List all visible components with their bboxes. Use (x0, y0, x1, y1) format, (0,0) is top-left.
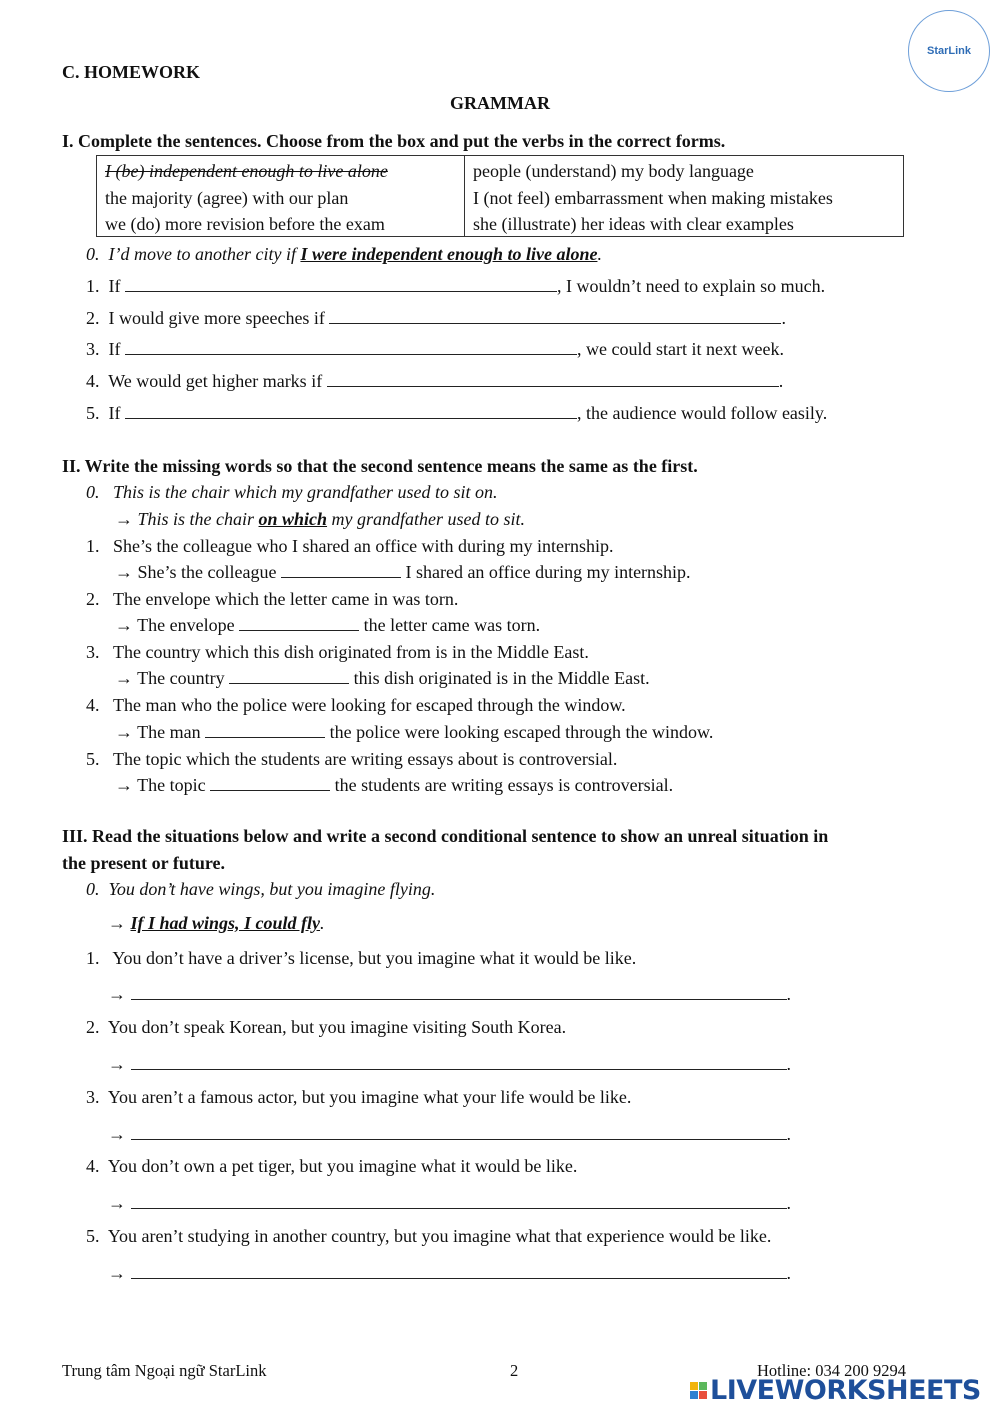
arrow: → (108, 1124, 126, 1144)
item-sentence: The country which this dish originated from is in the Middle East. (113, 642, 589, 662)
answer-blank[interactable] (131, 1194, 787, 1209)
item-number: 5. (86, 1226, 100, 1246)
part2-example-rewrite (115, 509, 525, 530)
item-text-end: the letter came was torn. (363, 615, 541, 635)
part3-title-line1: III. Read the situations below and write a second conditional sentence to show an unreal situation in (62, 826, 829, 846)
item-text-end: the police were looking escaped through the window. (329, 722, 714, 742)
part3-item (86, 1226, 771, 1247)
item-situation: You aren’t studying in another country, but you imagine what that experience would be like. (107, 1226, 772, 1246)
part3-answer-line (108, 1054, 791, 1075)
arrow: → (108, 1054, 126, 1074)
answer-blank[interactable] (239, 616, 359, 631)
verb-box-right-column (473, 158, 833, 238)
item-sentence: The envelope which the letter came in was torn. (113, 589, 459, 609)
example-text: I’d move to another city if (108, 244, 301, 264)
answer-blank[interactable] (281, 563, 401, 578)
item-text-end: , the audience would follow easily. (577, 403, 828, 423)
arrow: → (108, 1263, 126, 1283)
part3-answer-line (108, 1263, 791, 1284)
answer-blank[interactable] (329, 309, 781, 324)
item-situation: You don’t speak Korean, but you imagine visiting South Korea. (107, 1017, 567, 1037)
part2-item-rewrite (115, 722, 713, 743)
part3-answer-line (108, 1124, 791, 1145)
item-sentence: She’s the colleague who I shared an office with during my internship. (113, 536, 614, 556)
item-number: 5. (86, 749, 100, 769)
part3-answer-line (108, 1193, 791, 1214)
item-number: 2. (86, 1017, 100, 1037)
item-text-end: I shared an office during my internship. (405, 562, 691, 582)
part2-item-rewrite (115, 562, 691, 583)
part1-example (86, 244, 602, 265)
item-text-start: → The country (115, 668, 225, 688)
answer-blank[interactable] (131, 985, 787, 1000)
example-number: 0. (86, 244, 100, 264)
item-text-end: . (781, 308, 786, 328)
part2-item-sentence (86, 749, 617, 770)
verb-box (96, 155, 904, 237)
part3-item (86, 1087, 631, 1108)
example-text: → This is the chair (115, 509, 259, 529)
part1-item (86, 276, 825, 297)
item-situation: You don’t own a pet tiger, but you imagine what it would be like. (107, 1156, 578, 1176)
item-text-end: , we could start it next week. (577, 339, 784, 359)
part1-item (86, 403, 827, 424)
part1-title: I. Complete the sentences. Choose from the box and put the verbs in the correct forms. (62, 131, 726, 151)
part3-item (86, 1017, 566, 1038)
part3-item (86, 948, 636, 969)
item-number: 3. (86, 642, 100, 662)
item-text-start: → The envelope (115, 615, 235, 635)
page-number: 2 (510, 1361, 519, 1380)
footer-center-name: Trung tâm Ngoại ngữ StarLink (62, 1361, 267, 1380)
answer-blank[interactable] (131, 1055, 787, 1070)
part3-example-answer (108, 913, 325, 934)
liveworksheets-wordmark: LIVEWORKSHEETS (710, 1374, 981, 1406)
part2-title: II. Write the missing words so that the second sentence means the same as the first. (62, 456, 698, 476)
arrow: → (108, 984, 126, 1004)
item-text-start: → The man (115, 722, 201, 742)
answer-blank[interactable] (131, 1264, 787, 1279)
verb-box-divider (464, 156, 465, 236)
item-number: 1. (86, 276, 100, 296)
section-heading: C. HOMEWORK (62, 62, 200, 82)
example-end: . (597, 244, 602, 264)
part3-title-line2: the present or future. (62, 853, 225, 873)
answer-blank[interactable] (327, 372, 779, 387)
answer-blank[interactable] (229, 669, 349, 684)
item-number: 1. (86, 948, 100, 968)
part3-answer-line (108, 984, 791, 1005)
verb-box-item: people (understand) my body language (473, 161, 754, 181)
part2-item-rewrite (115, 775, 673, 796)
item-text-start: If (108, 276, 121, 296)
item-text-end: , I wouldn’t need to explain so much. (557, 276, 826, 296)
part1-item (86, 371, 783, 392)
example-answer: I were independent enough to live alone (300, 244, 598, 264)
item-number: 4. (86, 1156, 100, 1176)
verb-box-item: the majority (agree) with our plan (105, 187, 349, 208)
line-end: . (786, 984, 791, 1004)
part1-item (86, 308, 786, 329)
verb-box-item: we (do) more revision before the exam (105, 214, 385, 234)
answer-blank[interactable] (131, 1125, 787, 1140)
example-text: You don’t have wings, but you imagine flying. (108, 879, 436, 899)
starlink-logo-text: StarLink (926, 45, 971, 57)
line-end: . (786, 1054, 791, 1074)
part2-item-sentence (86, 642, 589, 663)
item-number: 4. (86, 695, 100, 715)
item-text-start: → She’s the colleague (115, 562, 277, 582)
example-number: 0. (86, 482, 100, 502)
item-number: 2. (86, 308, 100, 328)
item-text-start: We would get higher marks if (108, 371, 323, 391)
part3-example-situation (86, 879, 435, 900)
example-end: . (320, 913, 325, 933)
item-number: 5. (86, 403, 100, 423)
answer-blank[interactable] (210, 776, 330, 791)
part2-item-sentence (86, 536, 614, 557)
part2-example-sentence (86, 482, 498, 503)
item-situation: You aren’t a famous actor, but you imagine what your life would be like. (107, 1087, 632, 1107)
footer-hotline: Hotline: 034 200 9294 (757, 1361, 906, 1380)
arrow: → (108, 1193, 126, 1213)
part2-item-sentence (86, 589, 458, 610)
answer-blank[interactable] (125, 277, 557, 292)
item-number: 4. (86, 371, 100, 391)
line-end: . (786, 1193, 791, 1213)
starlink-logo (908, 10, 990, 92)
item-situation: You don’t have a driver’s license, but you imagine what it would be like. (112, 948, 637, 968)
line-end: . (786, 1263, 791, 1283)
verb-box-left-column (105, 158, 388, 238)
item-text-end: . (778, 371, 784, 391)
liveworksheets-logo (690, 1374, 981, 1406)
verb-box-item: I (not feel) embarrassment when making mistakes (473, 187, 833, 208)
page-subtitle: GRAMMAR (450, 93, 550, 113)
item-number: 1. (86, 536, 100, 556)
liveworksheets-blocks-icon (690, 1382, 707, 1399)
part2-item-rewrite (115, 615, 540, 636)
part2-item-rewrite (115, 668, 650, 689)
item-text-start: If (108, 403, 121, 423)
item-sentence: The topic which the students are writing essays about is controversial. (113, 749, 618, 769)
answer-blank[interactable] (125, 404, 577, 419)
item-number: 2. (86, 589, 100, 609)
item-text-start: I would give more speeches if (108, 308, 325, 328)
example-text-end: my grandfather used to sit. (327, 509, 526, 529)
item-text-start: → The topic (115, 775, 206, 795)
part3-item (86, 1156, 577, 1177)
item-text-end: the students are writing essays is controversial. (334, 775, 674, 795)
item-text-start: If (108, 339, 121, 359)
arrow: → (108, 913, 131, 933)
part2-item-sentence (86, 695, 626, 716)
logo-block (690, 1382, 698, 1390)
example-answer: on which (258, 509, 328, 529)
example-text: This is the chair which my grandfather used to sit on. (113, 482, 498, 502)
item-number: 3. (86, 1087, 100, 1107)
logo-block (699, 1382, 707, 1390)
item-sentence: The man who the police were looking for escaped through the window. (113, 695, 626, 715)
example-number: 0. (86, 879, 100, 899)
item-number: 3. (86, 339, 100, 359)
logo-block (690, 1391, 698, 1399)
logo-block (699, 1391, 707, 1399)
answer-blank[interactable] (125, 340, 577, 355)
answer-blank[interactable] (205, 723, 325, 738)
verb-box-item: she (illustrate) her ideas with clear examples (473, 214, 794, 234)
example-answer: If I had wings, I could fly (130, 913, 321, 933)
part1-item (86, 339, 784, 360)
item-text-end: this dish originated is in the Middle East. (353, 668, 650, 688)
line-end: . (786, 1124, 791, 1144)
verb-box-item: I (be) independent enough to live alone (105, 161, 388, 181)
